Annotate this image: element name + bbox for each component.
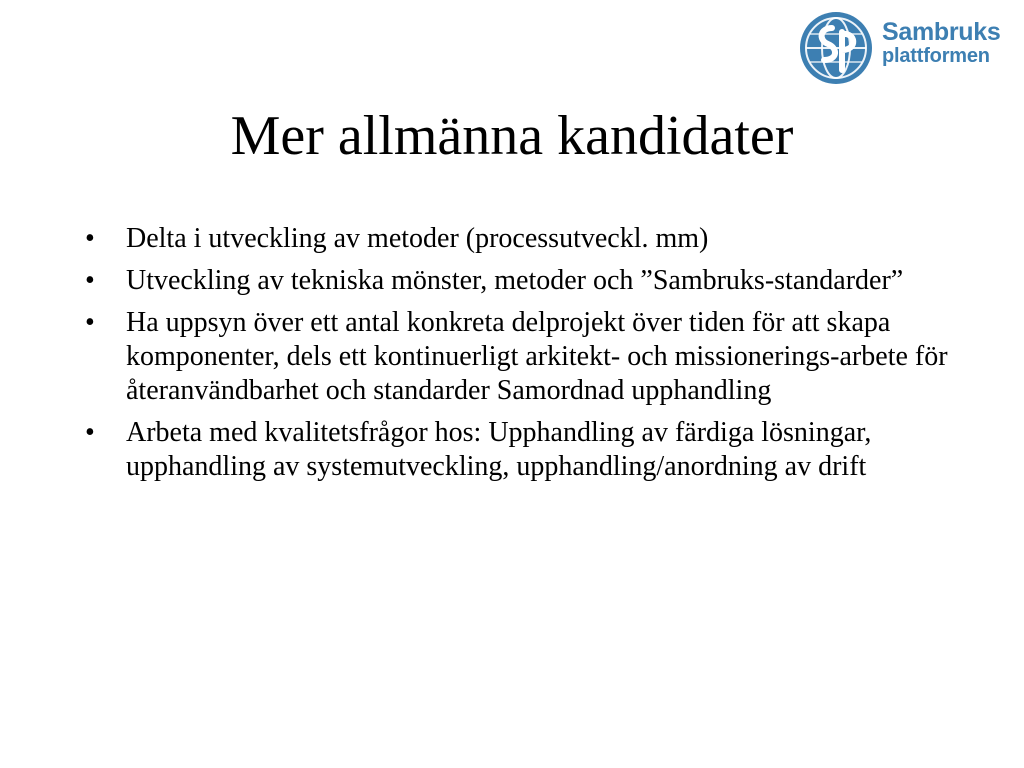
logo-text: [882, 20, 1001, 68]
bullet-item: [85, 264, 985, 298]
bullet-text: Arbeta med kvalitetsfrågor hos: Upphandling av färdiga lösningar, upphandling av systemutveckling, upphandling/anordning av drift: [126, 417, 872, 482]
bullet-marker: •: [85, 307, 95, 338]
slide-title: Mer allmänna kandidater: [230, 105, 794, 167]
bullet-item: [85, 416, 985, 484]
bullet-list: [85, 222, 985, 492]
bullet-marker: •: [85, 417, 95, 448]
bullet-marker: •: [85, 265, 95, 296]
logo-text-line2: plattformen: [882, 45, 990, 67]
bullet-text: Utveckling av tekniska mönster, metoder och ”Sambruks-standarder”: [126, 265, 904, 296]
bullet-marker: •: [85, 223, 95, 254]
sp-globe-icon: [798, 10, 874, 86]
sambruksplattformen-logo: [798, 10, 1010, 86]
bullet-item: [85, 306, 985, 408]
logo-text-line1: Sambruks: [882, 18, 1001, 46]
bullet-text: Delta i utveckling av metoder (processutveckl. mm): [126, 223, 709, 254]
bullet-item: [85, 222, 985, 256]
bullet-text: Ha uppsyn över ett antal konkreta delprojekt över tiden för att skapa komponenter, dels ett kontinuerligt arkitekt- och missionerings-arbete för återanvändbarhet och standarder Samordnad upphandling: [126, 307, 948, 406]
